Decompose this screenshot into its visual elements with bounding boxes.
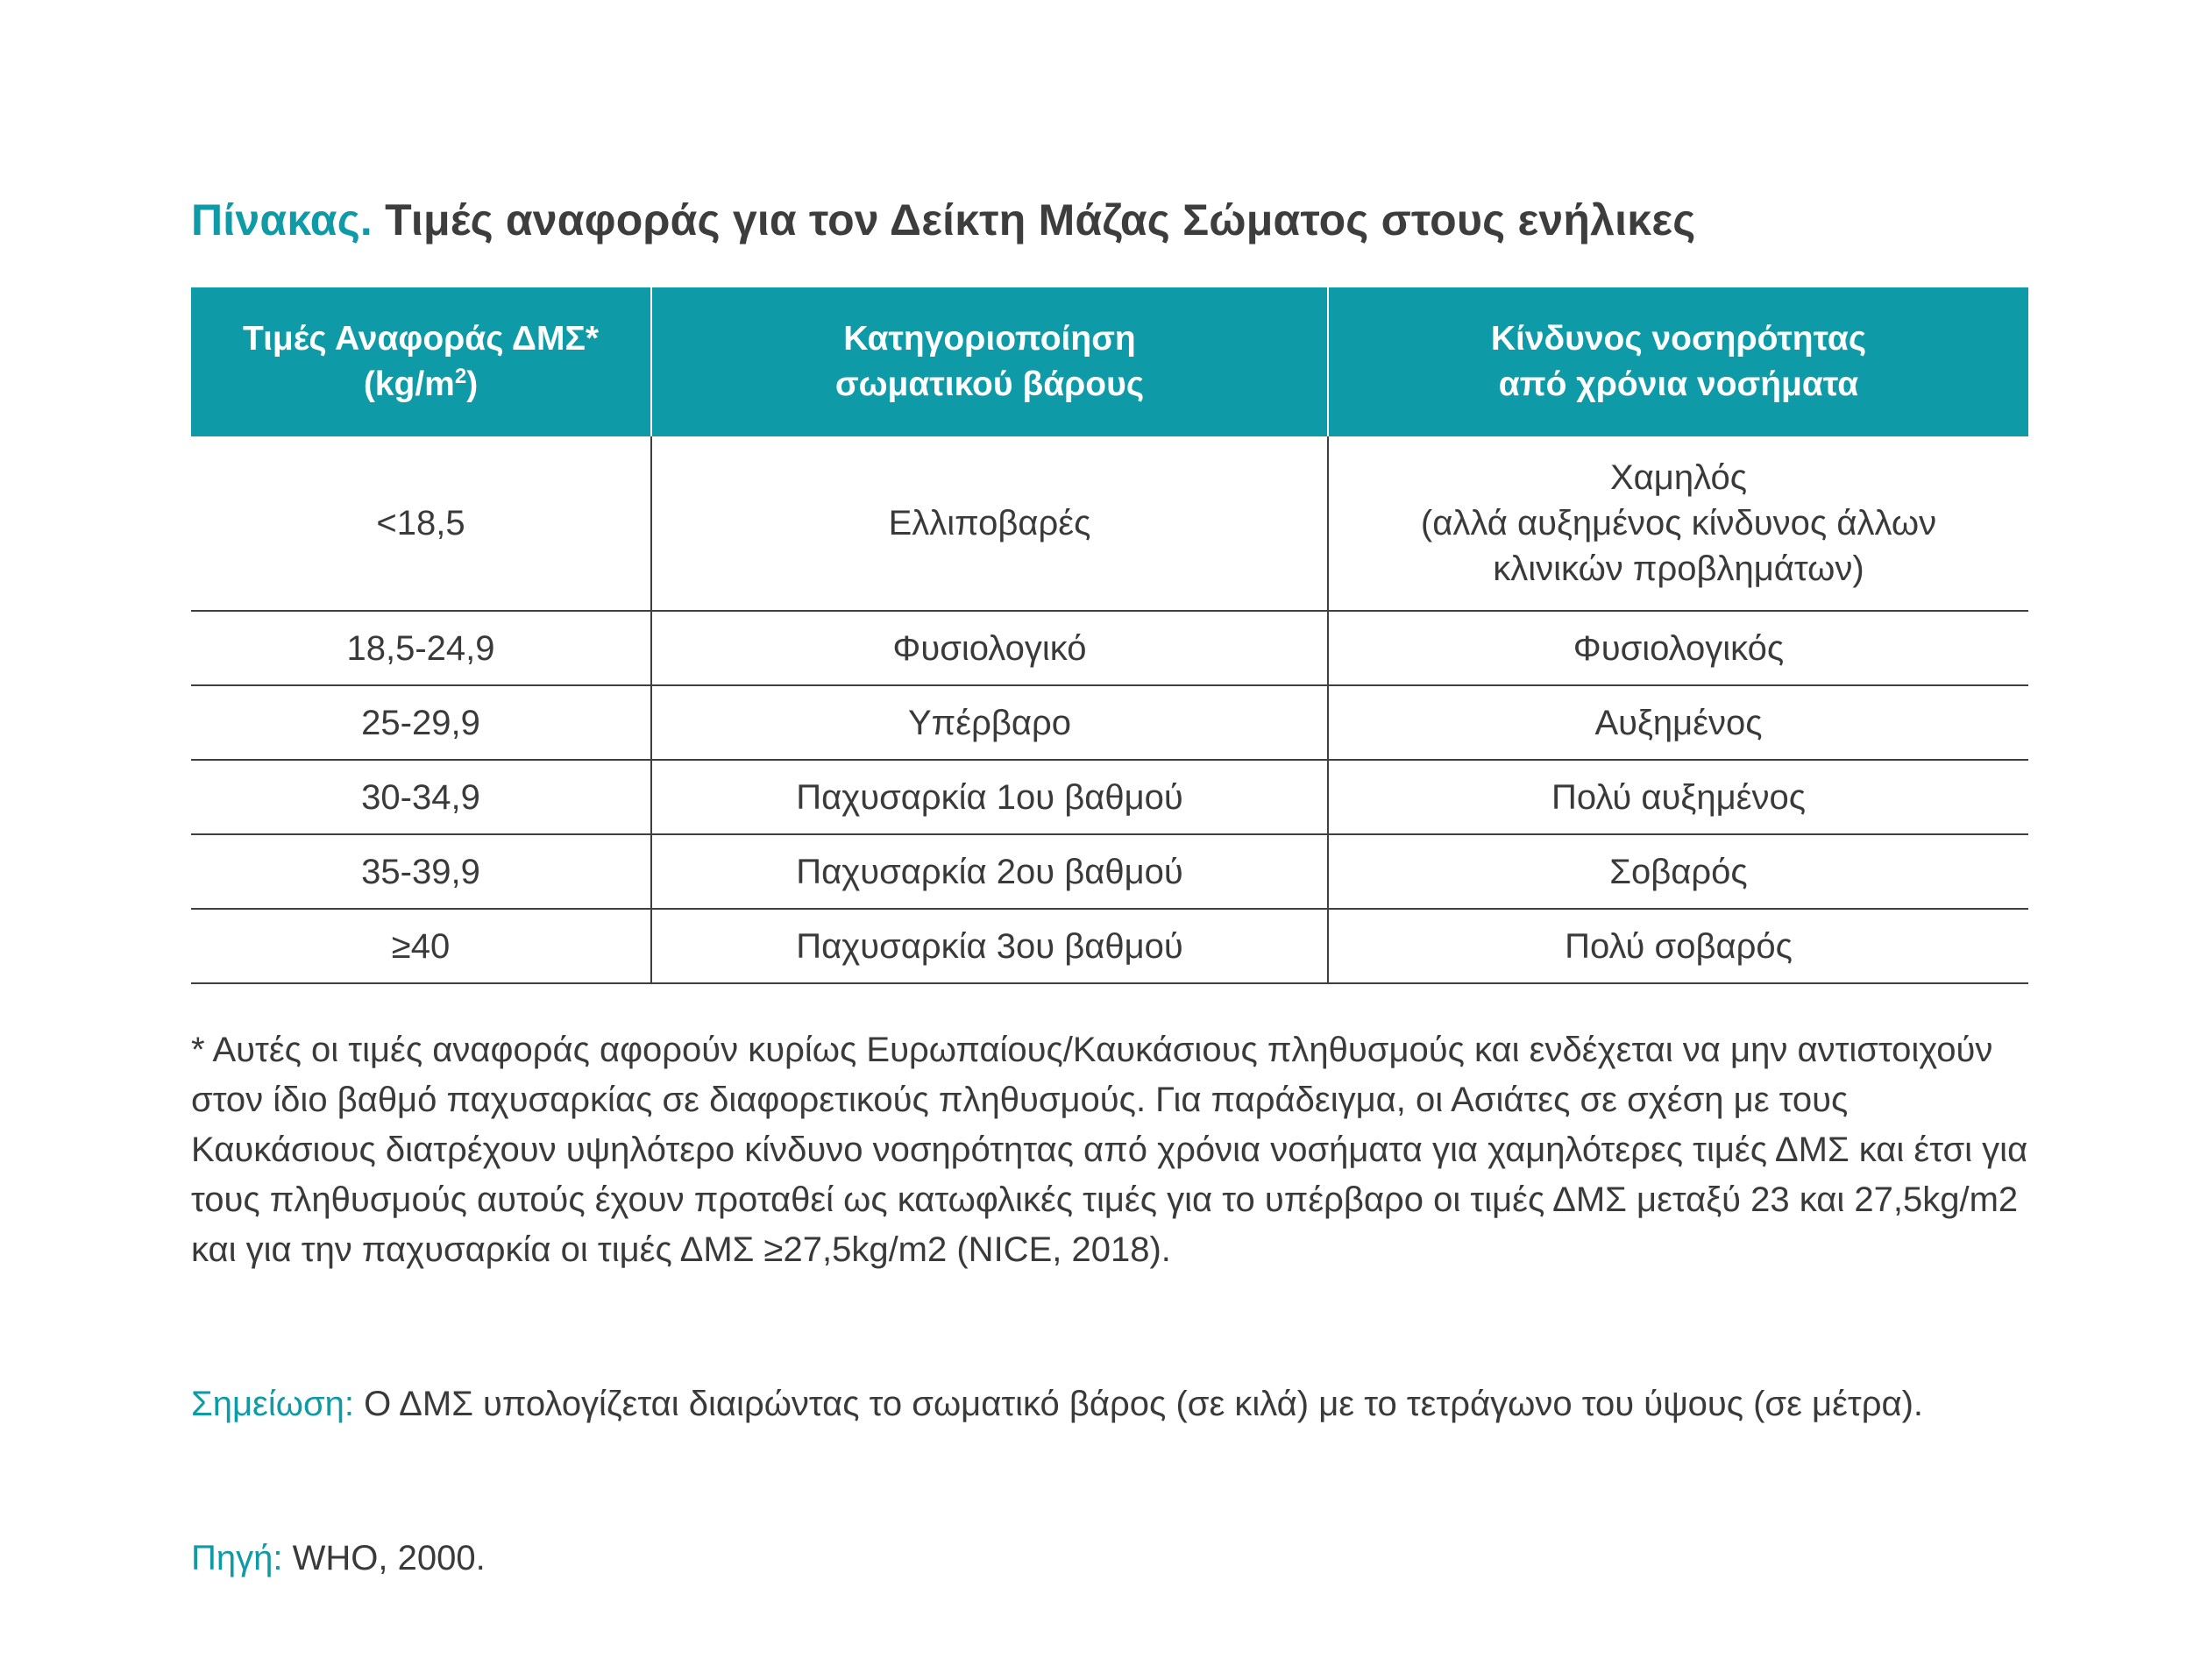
source-text: WHO, 2000. [282, 1539, 486, 1577]
cell-range: 30-34,9 [191, 760, 651, 834]
cell-range: ≥40 [191, 909, 651, 983]
cell-range: 18,5-24,9 [191, 611, 651, 685]
cell-range: 35-39,9 [191, 834, 651, 909]
cell-category: Υπέρβαρο [651, 685, 1328, 760]
table-header [191, 287, 2028, 436]
header-weight-category: Κατηγοριοποίηση σωματικού βάρους [651, 287, 1328, 436]
table-row [191, 685, 2028, 760]
cell-category: Φυσιολογικό [651, 611, 1328, 685]
cell-risk: Σοβαρός [1328, 834, 2028, 909]
table-row [191, 611, 2028, 685]
bmi-table [191, 287, 2028, 984]
footnote: * Αυτές οι τιμές αναφοράς αφορούν κυρίως Ευρωπαίους/Καυκάσιους πληθυσμούς και ενδέχεται να μην αντιστοιχούν στον ίδιο βαθμό παχυσαρκίας σε διαφορετικούς πληθυσμούς. Για παράδειγμα, οι Ασιάτες σε σχέση με τους Καυκάσιους διατρέχουν υψηλότερο κίνδυνο νοσηρότητας από χρόνια νοσήματα για χαμηλότερες τιμές ΔΜΣ και έτσι για τους πληθυσμούς αυτούς έχουν προταθεί ως κατωφλικές τιμές για το υπέρβαρο οι τιμές ΔΜΣ μεταξύ 23 και 27,5kg/m2 και για την παχυσαρκία οι τιμές ΔΜΣ ≥27,5kg/m2 (NICE, 2018). [191, 1031, 2028, 1269]
table-row [191, 834, 2028, 909]
cell-risk: Χαμηλός (αλλά αυξημένος κίνδυνος άλλων κλινικών προβλημάτων) [1328, 436, 2028, 611]
cell-category: Ελλιποβαρές [651, 436, 1328, 611]
table-row [191, 436, 2028, 611]
source-label: Πηγή: [191, 1539, 283, 1577]
note-label: Σημείωση: [191, 1385, 355, 1423]
cell-category: Παχυσαρκία 1ου βαθμού [651, 760, 1328, 834]
title-text: Τιμές αναφοράς για τον Δείκτη Μάζας Σώματος στους ενήλικες [385, 195, 1696, 245]
cell-category: Παχυσαρκία 3ου βαθμού [651, 909, 1328, 983]
cell-risk: Πολύ σοβαρός [1328, 909, 2028, 983]
cell-range: <18,5 [191, 436, 651, 611]
page-title [191, 195, 1695, 245]
header-morbidity-risk: Κίνδυνος νοσηρότητας από χρόνια νοσήματα [1328, 287, 2028, 436]
cell-category: Παχυσαρκία 2ου βαθμού [651, 834, 1328, 909]
cell-range: 25-29,9 [191, 685, 651, 760]
note-text: Ο ΔΜΣ υπολογίζεται διαιρώντας το σωματικό βάρος (σε κιλά) με το τετράγωνο του ύψους (σε μέτρα). [354, 1385, 1924, 1423]
title-label: Πίνακας. [191, 195, 373, 245]
header-row [191, 287, 2028, 436]
table-body [191, 436, 2028, 983]
table-row [191, 760, 2028, 834]
cell-risk: Πολύ αυξημένος [1328, 760, 2028, 834]
cell-risk: Φυσιολογικός [1328, 611, 2028, 685]
table-row [191, 909, 2028, 983]
calculation-note [191, 1379, 2032, 1429]
header-bmi-values: Τιμές Αναφοράς ΔΜΣ* $(kg/m^2)$ [191, 287, 651, 436]
source-note [191, 1534, 2032, 1584]
cell-risk: Αυξημένος [1328, 685, 2028, 760]
